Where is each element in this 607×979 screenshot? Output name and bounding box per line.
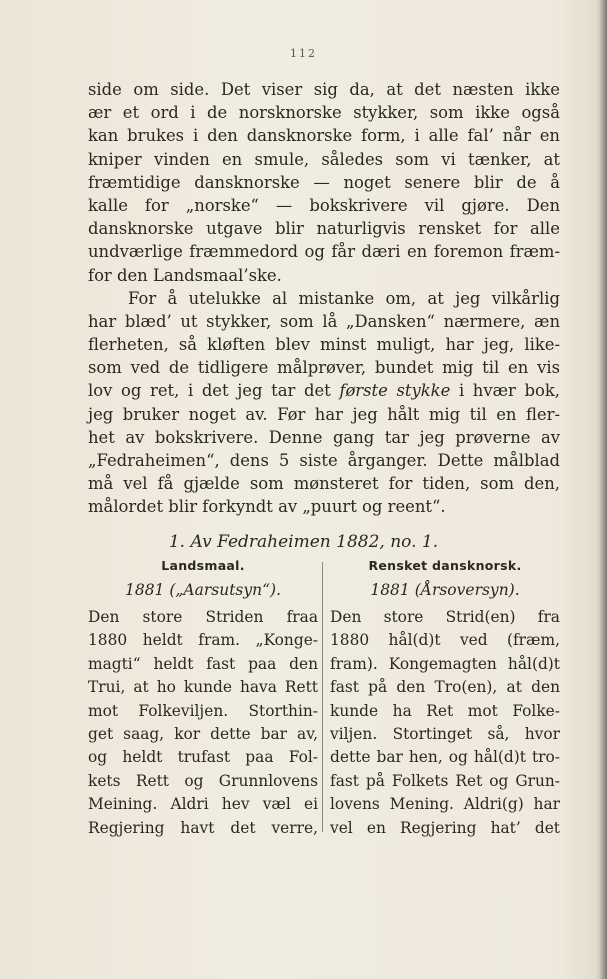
section-title: 1. Av Fedraheimen 1882, no. 1. — [168, 532, 439, 552]
column-line: vel en Regjering hat’ det — [330, 818, 560, 837]
left-column-subheading: 1881 („Aarsutsyn“). — [124, 581, 282, 599]
text-line: For å utelukke al mistanke om, at jeg vilkårlig — [128, 288, 560, 308]
column-line: get saag, kor dette bar av, — [88, 724, 318, 743]
text-line: „Fedraheimen“, dens 5 siste årganger. Dette målblad — [88, 451, 560, 470]
column-line: dette bar hen, og hål(d)t tro- — [330, 748, 560, 767]
text-segment: i hvær bok, — [458, 381, 560, 401]
text-line: side om side. Det viser sig da, at det næsten ikke — [88, 80, 560, 99]
page-edge-shadow — [599, 0, 607, 979]
column-line: Meining. Aldri hev væl ei — [88, 795, 318, 814]
italic-phrase: første stykke — [339, 381, 451, 401]
text-line: kniper vinden en smule, således som vi tænker, at — [88, 149, 560, 169]
column-line: kunde ha Ret mot Folke- — [330, 701, 560, 720]
column-line: fast på den Tro(en), at den — [330, 678, 560, 697]
column-line: lovens Mening. Aldri(g) har — [330, 795, 560, 814]
right-column-text — [330, 606, 560, 840]
column-line: mot Folkeviljen. Storthin- — [88, 701, 318, 720]
column-line: Trui, at ho kunde hava Rett — [88, 678, 318, 697]
text-line: jeg bruker noget av. Før har jeg hålt mig til en fler- — [88, 404, 560, 424]
column-line: magti“ heldt fast paa den — [88, 654, 318, 673]
text-line: som ved de tidligere målprøver, bundet mig til en vis — [88, 358, 560, 378]
right-column-heading: Rensket dansknorsk. — [368, 558, 522, 573]
column-line: Den store Striden fraa — [88, 608, 318, 626]
column-line: 1880 hål(d)t ved (fræm, — [330, 631, 560, 650]
text-line: flerheten, så kløften blev minst muligt, har jeg, like- — [88, 335, 560, 355]
text-line: kan brukes i den dansknorske form, i alle fal’ når en — [88, 126, 560, 146]
left-column-text — [88, 606, 318, 840]
body-text — [88, 78, 560, 519]
column-line: Den store Strid(en) fra — [330, 608, 560, 626]
text-line: kalle for „norske“ — bokskrivere vil gjøre. Den — [88, 195, 560, 215]
column-line: fram). Kongemagten hål(d)t — [330, 654, 560, 673]
column-line: kets Rett og Grunnlovens — [88, 771, 318, 790]
text-segment: lov og ret, i det jeg tar det — [88, 381, 331, 401]
left-column-heading: Landsmaal. — [161, 558, 245, 573]
column-line: fast på Folkets Ret og Grun- — [330, 771, 560, 790]
text-line: fræmtidige dansknorske — noget senere blir de å — [88, 172, 560, 192]
column-line: viljen. Stortinget så, hvor — [330, 724, 560, 743]
page-number: 112 — [290, 47, 317, 60]
right-column-subheading: 1881 (Årsoversyn). — [370, 581, 520, 599]
text-line: må vel få gjælde som mønsteret for tiden, som den, — [88, 474, 560, 494]
text-line: for den Landsmaal’ske. — [88, 265, 282, 285]
column-divider — [322, 562, 323, 832]
right-column — [330, 556, 560, 840]
text-line: het av bokskrivere. Denne gang tar jeg prøverne av — [88, 427, 560, 447]
paragraph-1 — [88, 78, 560, 287]
left-column — [88, 556, 318, 840]
text-line: ær et ord i de norsknorske stykker, som ikke også — [88, 103, 560, 123]
text-line: dansknorske utgave blir naturligvis rensket for alle — [88, 219, 560, 239]
paragraph-2 — [88, 287, 560, 519]
column-line: og heldt trufast paa Fol- — [88, 748, 318, 767]
column-line: 1880 heldt fram. „Konge- — [88, 631, 318, 650]
text-line-with-italic — [88, 379, 560, 402]
text-line: undværlige fræmmedord og får dæri en foremon fræm- — [88, 242, 560, 262]
text-line: har blæd’ ut stykker, som lå „Dansken“ nærmere, æn — [88, 311, 560, 331]
text-line: målordet blir forkyndt av „puurt og reent“. — [88, 497, 446, 517]
column-line: Regjering havt det verre, — [88, 818, 318, 837]
